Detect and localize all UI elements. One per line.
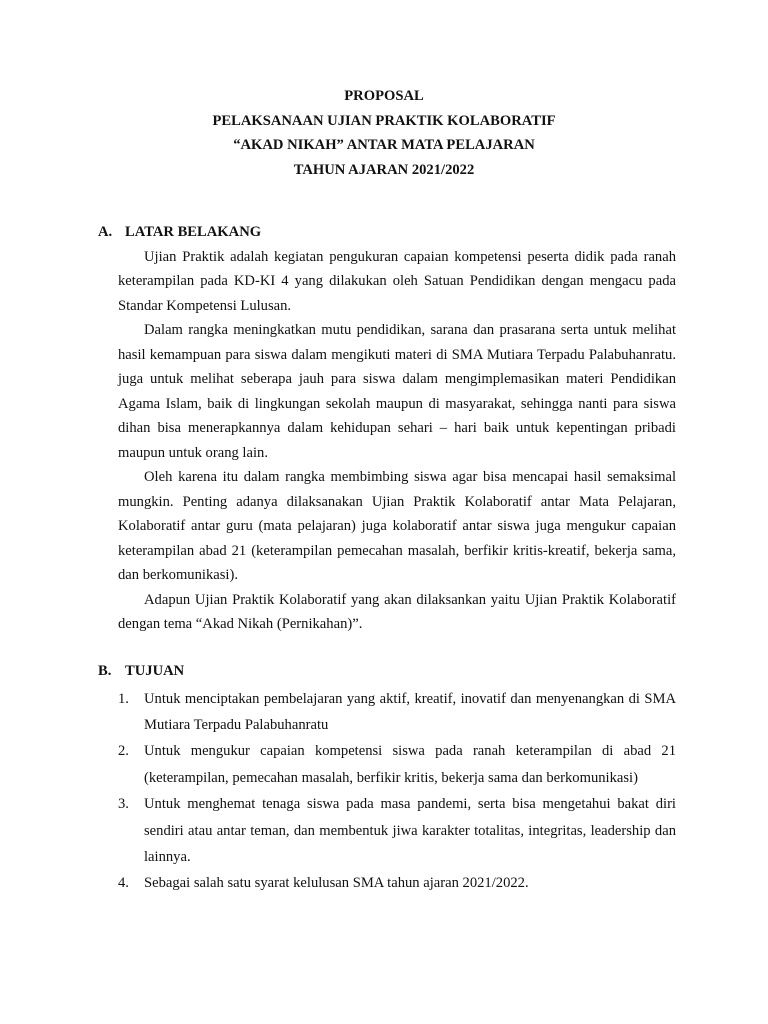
document-title [92, 84, 676, 182]
goals-list [92, 686, 676, 897]
list-item-text: Untuk menghemat tenaga siswa pada masa pandemi, serta bisa mengetahui bakat diri sendiri atau antar teman, dan membentuk jiwa karakter totalitas, integritas, leadership dan lainnya. [144, 796, 676, 865]
list-item-text: Untuk mengukur capaian kompetensi siswa pada ranah keterampilan di abad 21 (keterampilan, pemecahan masalah, berfikir kritis, bekerja sama dan berkomunikasi) [144, 743, 676, 786]
list-item-number: 1. [118, 690, 129, 707]
list-item [118, 738, 676, 791]
title-line-2: PELAKSANAAN UJIAN PRAKTIK KOLABORATIF [212, 112, 556, 129]
list-item [118, 870, 676, 896]
list-item [118, 686, 676, 739]
list-item-number: 4. [118, 875, 129, 892]
title-line-3: “AKAD NIKAH” ANTAR MATA PELAJARAN [233, 137, 535, 154]
list-item [118, 791, 676, 870]
section-a-body [92, 245, 676, 637]
paragraph-2: Dalam rangka meningkatkan mutu pendidikan, sarana dan prasarana serta untuk melihat hasil kemampuan para siswa dalam mengikuti materi di SMA Mutiara Terpadu Palabuhanratu. juga untuk melihat seberapa jauh para siswa dalam mengimplemasikan materi Pendidikan Agama Islam, baik di lingkungan sekolah maupun di masyarakat, sehingga nanti para siswa dihan bisa menerapkannya dalam kehidupan sehari – hari baik untuk kepentingan pribadi maupun untuk orang lain. [118, 322, 676, 461]
section-a-heading [92, 220, 676, 245]
paragraph-4: Adapun Ujian Praktik Kolaboratif yang akan dilaksankan yaitu Ujian Praktik Kolaboratif dengan tema “Akad Nikah (Pernikahan)”. [118, 591, 676, 633]
list-item-text: Sebagai salah satu syarat kelulusan SMA tahun ajaran 2021/2022. [144, 875, 529, 892]
paragraph-3: Oleh karena itu dalam rangka membimbing siswa agar bisa mencapai hasil semaksimal mungkin. Penting adanya dilaksanakan Ujian Praktik Kolaboratif antar Mata Pelajaran, Kolaboratif antar guru (mata pelajaran) juga kolaboratif antar siswa juga mengukur capaian keterampilan abad 21 (keterampilan pemecahan masalah, berfikir kritis-kreatif, bekerja sama, dan berkomunikasi). [118, 469, 676, 584]
list-item-number: 2. [118, 743, 129, 760]
title-line-4: TAHUN AJARAN 2021/2022 [293, 161, 475, 178]
section-a-title: LATAR BELAKANG [125, 224, 262, 241]
section-b-heading [92, 659, 676, 684]
list-item-text: Untuk menciptakan pembelajaran yang aktif, kreatif, inovatif dan menyenangkan di SMA Mutiara Terpadu Palabuhanratu [144, 690, 676, 733]
section-b-title: TUJUAN [125, 662, 185, 679]
section-a-letter: A. [98, 224, 113, 241]
list-item-number: 3. [118, 796, 129, 813]
title-line-1: PROPOSAL [344, 88, 424, 104]
section-b-letter: B. [98, 662, 112, 679]
paragraph-1: Ujian Praktik adalah kegiatan pengukuran capaian kompetensi peserta didik pada ranah keterampilan pada KD-KI 4 yang dilakukan oleh Satuan Pendidikan dengan mengacu pada Standar Kompetensi Lulusan. [118, 248, 676, 314]
